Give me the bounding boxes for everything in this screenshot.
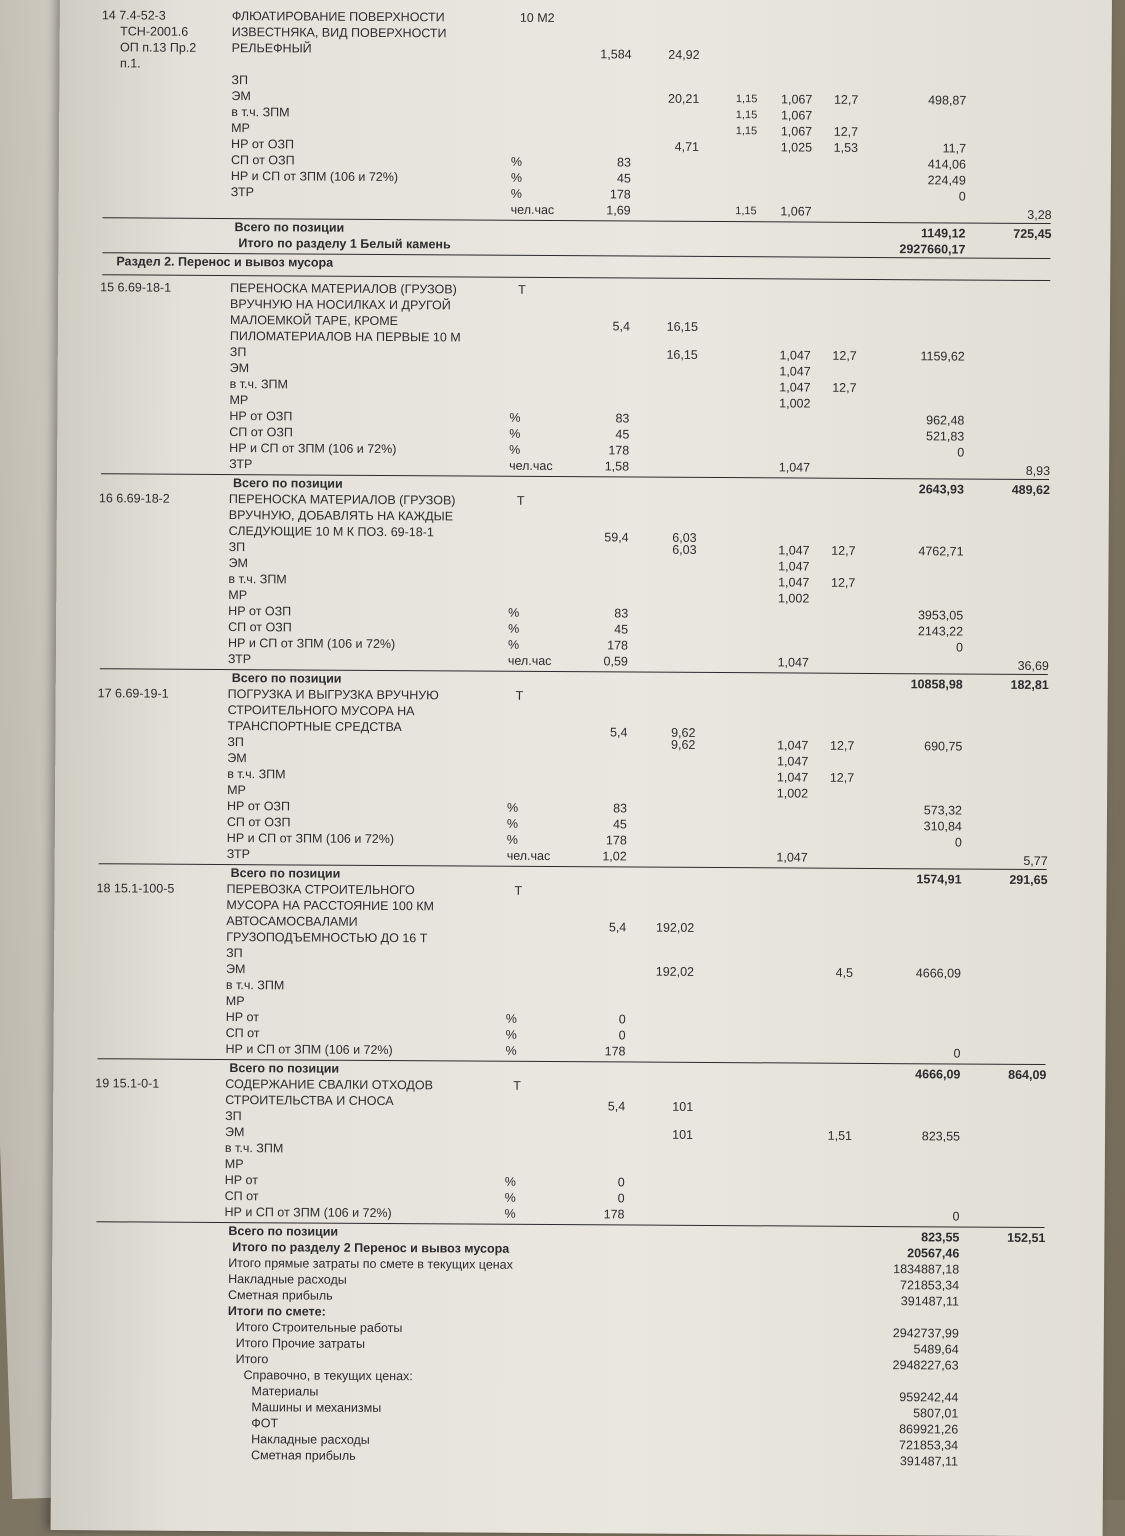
resource-total: 0 bbox=[953, 1046, 961, 1061]
resource-unit: % bbox=[508, 621, 520, 636]
resource-unit: % bbox=[504, 1190, 516, 1205]
resource-price: 192,02 bbox=[655, 964, 695, 979]
position-code-line: п.1. bbox=[109, 56, 141, 71]
position-total: 10858,98 bbox=[910, 677, 963, 692]
position-total-label: Всего по позиции bbox=[229, 1061, 340, 1076]
resource-value: 83 bbox=[617, 155, 631, 170]
footer-label: Итого bbox=[235, 1352, 269, 1367]
footer-label: Материалы bbox=[251, 1384, 319, 1399]
resource-label: НР и СП от ЗПМ (106 и 72%) bbox=[224, 1205, 392, 1221]
footer-value: 391487,11 bbox=[900, 1294, 960, 1309]
position-unit: Т bbox=[515, 688, 524, 703]
position-total: 2643,93 bbox=[918, 482, 965, 497]
position-description: ПИЛОМАТЕРИАЛОВ НА ПЕРВЫЕ 10 М bbox=[229, 329, 461, 345]
position-description: ВРУЧНУЮ НА НОСИЛКАХ И ДРУГОЙ bbox=[230, 297, 451, 313]
resource-total: 11,7 bbox=[942, 141, 967, 156]
resource-value: 178 bbox=[604, 1044, 626, 1059]
resource-label: ЗТР bbox=[226, 847, 251, 862]
footer-label: Машины и механизмы bbox=[251, 1400, 382, 1415]
resource-value: 178 bbox=[603, 1207, 625, 1222]
resource-price: 9,62 bbox=[671, 737, 696, 752]
resource-total: 0 bbox=[956, 640, 964, 655]
position-code-line: ОП п.13 Пр.2 bbox=[109, 40, 197, 55]
resource-total: 414,06 bbox=[927, 157, 966, 172]
resource-label: НР от ОЗП bbox=[229, 409, 293, 424]
position-unit-price: 6,03 bbox=[672, 530, 697, 545]
position-unit-price: 24,92 bbox=[668, 47, 700, 62]
position-total-label: Всего по позиции bbox=[230, 866, 341, 881]
resource-label: ЭМ bbox=[231, 89, 251, 104]
position-unit-price: 16,15 bbox=[666, 319, 698, 334]
resource-price: 101 bbox=[672, 1127, 694, 1142]
position-description: МАЛОЕМКОЙ ТАРЕ, КРОМЕ bbox=[229, 313, 399, 329]
section-title: Раздел 2. Перенос и вывоз мусора bbox=[116, 254, 334, 270]
resource-label: ЭМ bbox=[228, 556, 248, 571]
position-total: 1574,91 bbox=[916, 872, 962, 887]
section-divider bbox=[102, 274, 1050, 281]
resource-value: 178 bbox=[607, 638, 629, 653]
resource-value: 0 bbox=[617, 1175, 625, 1190]
resource-index: 12,7 bbox=[833, 124, 859, 139]
resource-unit: % bbox=[510, 186, 522, 201]
resource-value: 0 bbox=[618, 1028, 626, 1043]
resource-total: 4762,71 bbox=[918, 544, 964, 559]
footer-label: Накладные расходы bbox=[251, 1432, 370, 1447]
resource-coef: 1,047 bbox=[777, 738, 809, 753]
resource-index: 12,7 bbox=[833, 92, 859, 107]
resource-unit: % bbox=[507, 637, 520, 652]
position-description: ПЕРЕНОСКА МАТЕРИАЛОВ (ГРУЗОВ) bbox=[228, 492, 456, 508]
resource-total: 224,49 bbox=[927, 173, 966, 188]
resource-coef: 1,047 bbox=[778, 543, 810, 558]
resource-index: 12,7 bbox=[831, 575, 856, 590]
section-summary-value: 20567,46 bbox=[907, 1246, 960, 1261]
resource-total: 3953,05 bbox=[917, 608, 964, 623]
resource-label: в т.ч. ЗПМ bbox=[228, 572, 287, 587]
resource-label: НР от ОЗП bbox=[228, 604, 292, 619]
section-summary-value: 2927660,17 bbox=[899, 242, 966, 257]
position-unit-price: 192,02 bbox=[656, 920, 695, 935]
position-code: 19 15.1-0-1 bbox=[95, 1076, 160, 1091]
resource-coef: 1,002 bbox=[777, 591, 810, 606]
resource-index: 12,7 bbox=[832, 348, 857, 363]
resource-coef: 1,047 bbox=[779, 348, 811, 363]
position-description: ГРУЗОПОДЪЕМНОСТЬЮ ДО 16 Т bbox=[226, 930, 428, 946]
resource-label: ЗП bbox=[227, 735, 244, 750]
resource-label: в т.ч. ЗПМ bbox=[224, 1141, 284, 1156]
resource-label: НР от bbox=[224, 1173, 259, 1188]
resource-index: 1,53 bbox=[833, 140, 859, 155]
estimate-sheet bbox=[51, 0, 1112, 1536]
resource-value: 178 bbox=[609, 187, 631, 202]
position-description: ПОГРУЗКА И ВЫГРУЗКА ВРУЧНУЮ bbox=[227, 687, 439, 703]
resource-value: 83 bbox=[615, 411, 630, 426]
resource-label: ЭМ bbox=[227, 751, 247, 766]
resource-label: ЭМ bbox=[224, 1125, 245, 1140]
position-total-label: Всего по позиции bbox=[231, 671, 342, 686]
position-quantity: 5,4 bbox=[610, 725, 628, 740]
resource-index: 12,7 bbox=[829, 770, 855, 785]
resource-coef: 1,025 bbox=[780, 140, 813, 155]
resource-total: 4666,09 bbox=[915, 966, 962, 981]
resource-unit: % bbox=[504, 1206, 516, 1221]
position-description: ПЕРЕНОСКА МАТЕРИАЛОВ (ГРУЗОВ) bbox=[230, 281, 457, 297]
resource-label: в т.ч. ЗПМ bbox=[229, 377, 288, 392]
resource-total: 690,75 bbox=[924, 739, 963, 754]
position-quantity: 59,4 bbox=[604, 530, 629, 545]
resource-coef: 1,067 bbox=[780, 108, 813, 123]
resource-total: 0 bbox=[958, 189, 966, 204]
resource-label: МР bbox=[231, 121, 250, 136]
resource-unit: % bbox=[510, 170, 523, 185]
resource-coef: 1,002 bbox=[779, 396, 811, 411]
position-description: СТРОИТЕЛЬНОГО МУСОРА НА bbox=[227, 703, 415, 719]
position-quantity: 1,584 bbox=[600, 47, 632, 62]
resource-total: 2143,22 bbox=[917, 624, 964, 639]
footer-value: 391487,11 bbox=[899, 1454, 959, 1469]
resource-label: НР и СП от ЗПМ (106 и 72%) bbox=[230, 169, 399, 185]
resource-label: СП от ОЗП bbox=[226, 815, 291, 830]
resource-label: МР bbox=[225, 994, 245, 1009]
position-code: 17 6.69-19-1 bbox=[97, 686, 169, 701]
position-code: 16 6.69-18-2 bbox=[98, 491, 170, 506]
resource-price: 16,15 bbox=[666, 347, 698, 362]
resource-label: СП от ОЗП bbox=[230, 153, 295, 168]
resource-index: 12,7 bbox=[831, 543, 856, 558]
resource-total: 0 bbox=[957, 445, 965, 460]
position-total: 4666,09 bbox=[915, 1067, 961, 1082]
resource-total: 823,55 bbox=[921, 1129, 961, 1144]
section-summary-label: Итого по разделу 1 Белый камень bbox=[238, 236, 451, 252]
footer-value: 721853,34 bbox=[899, 1278, 960, 1293]
footer-label: Итоги по смете: bbox=[227, 1304, 326, 1319]
resource-label: МР bbox=[229, 393, 249, 408]
position-unit-price: 101 bbox=[672, 1099, 694, 1114]
resource-coef: 1,047 bbox=[778, 559, 810, 574]
footer-label: Итого Прочие затраты bbox=[235, 1336, 366, 1351]
resource-coef: 1,15 bbox=[735, 109, 758, 122]
position-unit: Т bbox=[516, 493, 525, 508]
resource-label: НР и СП от ЗПМ (106 и 72%) bbox=[227, 636, 396, 652]
resource-label: МР bbox=[227, 783, 246, 798]
position-unit: Т bbox=[513, 1078, 521, 1093]
resource-label: СП от bbox=[224, 1189, 259, 1204]
resource-label: ЗП bbox=[229, 345, 247, 360]
position-total-labor: 864,09 bbox=[1008, 1067, 1047, 1083]
resource-value: 178 bbox=[608, 443, 630, 458]
resource-label: СП от ОЗП bbox=[228, 620, 292, 635]
resource-label: ЭМ bbox=[225, 962, 246, 977]
position-description: АВТОСАМОСВАЛАМИ bbox=[226, 914, 358, 929]
resource-total: 0 bbox=[952, 1209, 960, 1224]
resource-label: ЗТР bbox=[227, 652, 252, 667]
resource-label: ЗП bbox=[225, 1109, 242, 1124]
resource-value: 0 bbox=[617, 1191, 625, 1206]
position-description: ТРАНСПОРТНЫЕ СРЕДСТВА bbox=[227, 719, 402, 735]
resource-coef: 1,067 bbox=[780, 124, 813, 139]
resource-unit: % bbox=[509, 442, 521, 457]
footer-label: Накладные расходы bbox=[228, 1272, 347, 1287]
position-unit: Т bbox=[518, 282, 526, 297]
position-code: 14 7.4-52-3 bbox=[101, 8, 166, 23]
resource-labor: 36,69 bbox=[1017, 658, 1049, 674]
resource-unit: % bbox=[506, 816, 519, 831]
section-summary-label: Итого по разделу 2 Перенос и вывоз мусора bbox=[232, 1240, 510, 1256]
resource-coef: 1,047 bbox=[776, 754, 809, 769]
resource-label: СП от ОЗП bbox=[229, 425, 293, 440]
resource-label: ЭМ bbox=[229, 361, 250, 376]
resource-total: 962,48 bbox=[926, 413, 965, 428]
resource-price: 6,03 bbox=[672, 542, 697, 557]
position-description: ПЕРЕВОЗКА СТРОИТЕЛЬНОГО bbox=[226, 882, 415, 898]
resource-coef: 1,047 bbox=[778, 460, 811, 475]
resource-coef: 1,15 bbox=[735, 125, 758, 138]
resource-value: 1,69 bbox=[606, 203, 631, 218]
resource-unit: % bbox=[505, 1011, 517, 1026]
footer-label: Справочно, в текущих ценах: bbox=[243, 1368, 413, 1384]
position-total-label: Всего по позиции bbox=[228, 1224, 339, 1239]
resource-label: НР и СП от ЗПМ (106 и 72%) bbox=[225, 1042, 393, 1058]
resource-unit: чел.час bbox=[509, 458, 553, 474]
resource-total: 521,83 bbox=[926, 429, 965, 444]
estimate-content bbox=[51, 0, 1112, 1526]
position-unit-price: 9,62 bbox=[671, 725, 696, 740]
position-total-labor: 489,62 bbox=[1011, 482, 1051, 498]
footer-value: 869921,26 bbox=[899, 1422, 959, 1437]
resource-coef: 1,047 bbox=[779, 364, 811, 379]
position-code: 18 15.1-100-5 bbox=[96, 881, 175, 896]
position-total-labor: 291,65 bbox=[1009, 872, 1048, 888]
resource-label: НР от bbox=[225, 1010, 260, 1025]
position-description: ВРУЧНУЮ, ДОБАВЛЯТЬ НА КАЖДЫЕ bbox=[228, 508, 454, 524]
resource-label: ЗП bbox=[226, 946, 243, 961]
position-description: РЕЛЬЕФНЫЙ bbox=[231, 41, 312, 56]
resource-coef: 1,047 bbox=[779, 380, 811, 395]
footer-value: 2942737,99 bbox=[892, 1326, 959, 1341]
resource-label: ЗП bbox=[231, 73, 249, 88]
resource-label: МР bbox=[224, 1157, 244, 1172]
resource-coef: 1,15 bbox=[735, 205, 757, 218]
resource-labor: 5,77 bbox=[1023, 853, 1048, 869]
resource-label: НР и СП от ЗПМ (106 и 72%) bbox=[226, 831, 395, 847]
resource-unit: чел.час bbox=[510, 202, 555, 218]
resource-coef: 1,047 bbox=[776, 850, 808, 865]
resource-label: в т.ч. ЗПМ bbox=[227, 767, 286, 782]
position-description: СОДЕРЖАНИЕ СВАЛКИ ОТХОДОВ bbox=[225, 1077, 434, 1093]
resource-label: ЗТР bbox=[230, 185, 255, 200]
position-description: СТРОИТЕЛЬСТВА И СНОСА bbox=[225, 1093, 394, 1109]
resource-index: 12,7 bbox=[830, 738, 855, 753]
resource-price: 20,21 bbox=[668, 91, 700, 106]
resource-coef: 1,067 bbox=[781, 92, 813, 107]
resource-label: ЗТР bbox=[229, 457, 253, 472]
resource-value: 45 bbox=[615, 427, 630, 442]
footer-label: Сметная прибыль bbox=[251, 1448, 356, 1463]
position-code: 15 6.69-18-1 bbox=[100, 280, 172, 295]
resource-labor: 3,28 bbox=[1027, 207, 1052, 223]
position-total-labor: 725,45 bbox=[1013, 226, 1052, 242]
resource-value: 0 bbox=[618, 1012, 626, 1027]
resource-total: 1159,62 bbox=[920, 349, 965, 364]
footer-value: 2948227,63 bbox=[892, 1358, 959, 1373]
position-unit: 10 М2 bbox=[519, 10, 555, 26]
resource-value: 45 bbox=[616, 171, 631, 186]
position-total-label: Всего по позиции bbox=[234, 220, 345, 235]
resource-value: 83 bbox=[614, 606, 629, 621]
resource-unit: % bbox=[509, 426, 521, 441]
resource-label: НР и СП от ЗПМ (106 и 72%) bbox=[229, 441, 397, 457]
resource-value: 45 bbox=[612, 817, 627, 832]
resource-value: 1,02 bbox=[602, 849, 627, 864]
position-total-labor: 182,81 bbox=[1010, 677, 1049, 693]
footer-label: Итого Строительные работы bbox=[235, 1320, 403, 1336]
resource-unit: % bbox=[508, 605, 520, 620]
resource-value: 83 bbox=[613, 801, 628, 816]
resource-price: 4,71 bbox=[674, 139, 700, 154]
footer-value: 959242,44 bbox=[899, 1390, 959, 1405]
resource-coef: 1,047 bbox=[778, 575, 810, 590]
position-quantity: 5,4 bbox=[607, 1099, 626, 1114]
resource-value: 45 bbox=[614, 622, 629, 637]
position-description: МУСОРА НА РАССТОЯНИЕ 100 КМ bbox=[226, 898, 435, 914]
position-quantity: 5,4 bbox=[608, 920, 627, 935]
position-total-labor: 152,51 bbox=[1007, 1230, 1046, 1246]
resource-unit: % bbox=[505, 1027, 517, 1042]
resource-coef: 1,067 bbox=[780, 204, 812, 219]
resource-value: 1,58 bbox=[604, 459, 630, 474]
position-total: 1149,12 bbox=[920, 226, 966, 241]
resource-unit: % bbox=[505, 1043, 517, 1058]
resource-index: 4,5 bbox=[835, 965, 854, 980]
resource-label: НР от ОЗП bbox=[231, 137, 295, 152]
position-code-line: ТСН-2001.6 bbox=[109, 24, 189, 39]
position-description: ФЛЮАТИРОВАНИЕ ПОВЕРХНОСТИ bbox=[231, 9, 445, 25]
resource-total: 0 bbox=[954, 835, 962, 850]
resource-label: в т.ч. ЗПМ bbox=[225, 978, 285, 993]
resource-index: 1,51 bbox=[827, 1128, 853, 1143]
resource-label: в т.ч. ЗПМ bbox=[231, 105, 290, 120]
resource-unit: % bbox=[510, 154, 523, 169]
resource-unit: чел.час bbox=[506, 848, 551, 864]
resource-unit: % bbox=[506, 832, 518, 847]
resource-coef: 1,002 bbox=[776, 786, 809, 801]
resource-label: ЗП bbox=[228, 540, 246, 555]
resource-unit: чел.час bbox=[507, 653, 552, 669]
resource-total: 498,87 bbox=[928, 93, 967, 108]
resource-label: СП от bbox=[225, 1026, 260, 1041]
resource-unit: % bbox=[506, 800, 519, 815]
position-quantity: 5,4 bbox=[612, 319, 630, 334]
resource-coef: 1,15 bbox=[735, 93, 758, 106]
footer-value: 1834887,18 bbox=[893, 1262, 960, 1277]
resource-unit: % bbox=[509, 410, 521, 425]
position-unit: Т bbox=[514, 883, 523, 898]
footer-label: Итого прямые затраты по смете в текущих ценах bbox=[228, 1256, 513, 1272]
resource-value: 0,59 bbox=[603, 654, 628, 669]
resource-unit: % bbox=[504, 1174, 516, 1189]
footer-value: 721853,34 bbox=[898, 1438, 959, 1453]
resource-label: НР от ОЗП bbox=[226, 799, 291, 814]
resource-total: 573,32 bbox=[923, 803, 963, 818]
position-description: СЛЕДУЮЩИЕ 10 М К ПОЗ. 69-18-1 bbox=[228, 524, 434, 540]
resource-total: 310,84 bbox=[923, 819, 962, 834]
resource-coef: 1,047 bbox=[776, 770, 809, 785]
footer-value: 5489,64 bbox=[913, 1342, 959, 1357]
resource-labor: 8,93 bbox=[1025, 463, 1051, 479]
footer-label: ФОТ bbox=[251, 1416, 279, 1431]
resource-index: 12,7 bbox=[832, 380, 857, 395]
position-description: ИЗВЕСТНЯКА, ВИД ПОВЕРХНОСТИ bbox=[231, 25, 447, 41]
footer-value: 5807,01 bbox=[913, 1406, 959, 1421]
resource-coef: 1,047 bbox=[777, 655, 809, 670]
resource-label: МР bbox=[228, 588, 248, 603]
resource-value: 178 bbox=[605, 833, 627, 848]
position-total: 823,55 bbox=[921, 1230, 960, 1245]
position-total-label: Всего по позиции bbox=[232, 476, 343, 491]
footer-label: Сметная прибыль bbox=[227, 1288, 333, 1303]
